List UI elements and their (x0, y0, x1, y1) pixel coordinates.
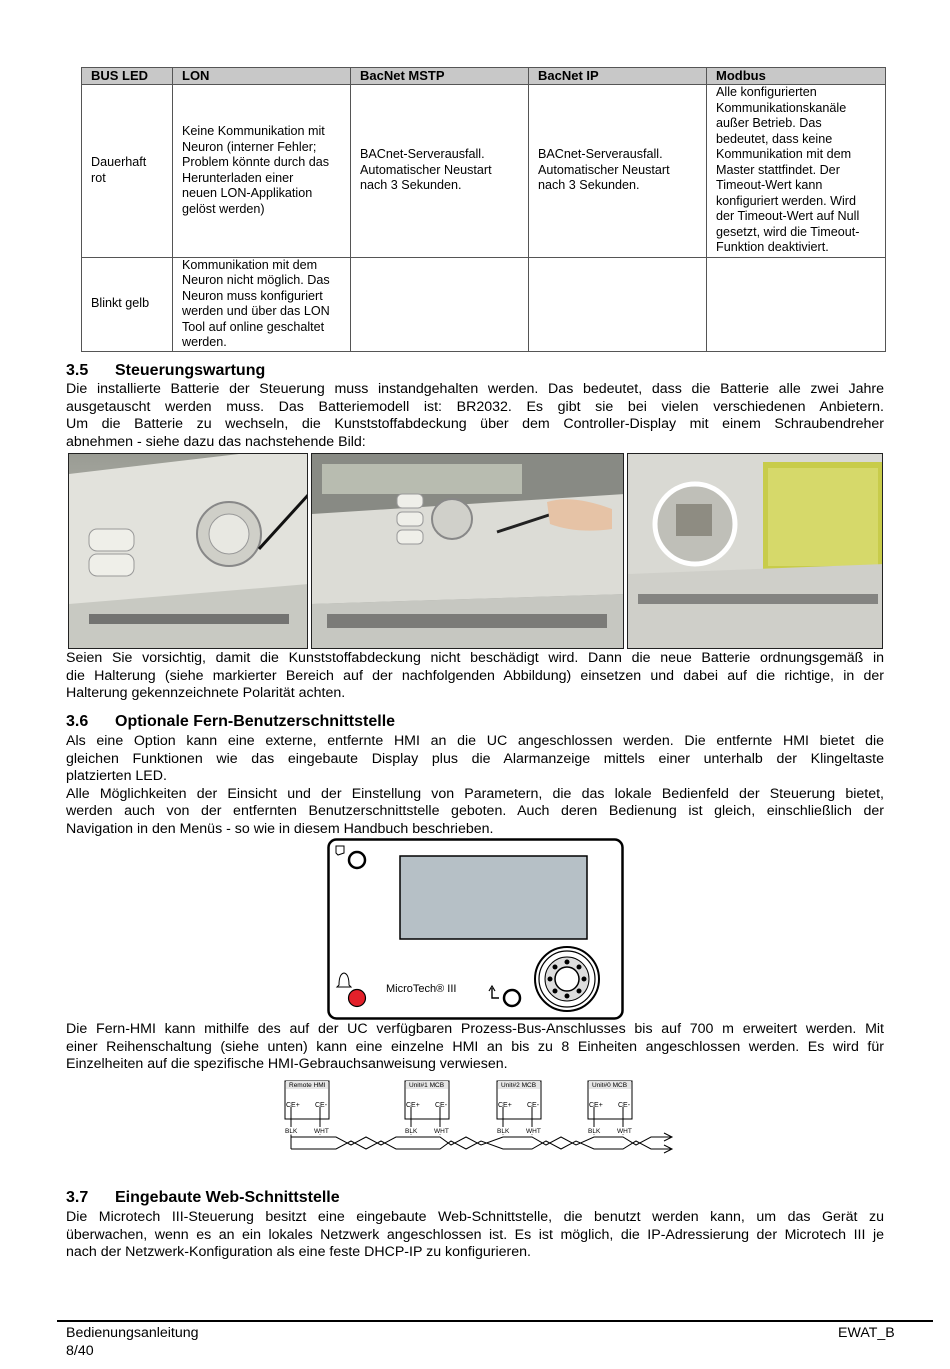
cell-lon (173, 84, 351, 257)
table-row (82, 84, 886, 257)
diagram-box-label: Remote HMI (289, 1082, 326, 1089)
header-modbus: Modbus (707, 68, 886, 85)
cell-led (82, 257, 173, 351)
paragraph-line: Seien Sie vorsichtig, damit die Kunststoffabdeckung nicht beschädigt wird. Dann die neue Batterie ordnungsgemäß in (66, 650, 884, 666)
cell-line: Automatischer Neustart (538, 162, 670, 177)
footer-divider (57, 1320, 933, 1322)
section-number: 3.7 (66, 1189, 89, 1206)
cell-line: Neuron muss konfiguriert (182, 288, 323, 303)
terminal-label: CE+ (286, 1102, 300, 1109)
cell-line: Neuron nicht möglich. Das (182, 273, 330, 287)
cell-line: nach 3 Sekunden. (360, 178, 462, 193)
header-bacnet-mstp: BacNet MSTP (351, 68, 529, 85)
wire-label: WHT (314, 1128, 329, 1135)
diagram-box-label: Unit#1 MCB (409, 1082, 445, 1089)
cell-led (82, 84, 173, 257)
photo-battery-holder (627, 453, 883, 649)
footer-page-number: 8/40 (66, 1343, 94, 1359)
photo-screwdriver-side (311, 453, 624, 649)
paragraph-line: platzierten LED. (66, 768, 167, 785)
cell-line: Kommunikation mit dem (182, 257, 318, 272)
cell-lon (173, 257, 351, 351)
cell-modbus (707, 84, 886, 257)
cell-line: gesetzt, wird die Timeout- (716, 224, 860, 239)
table-header-row (82, 68, 886, 85)
hmi-brand-label: MicroTech® III (386, 983, 457, 995)
cell-line: außer Betrieb. Das (716, 116, 822, 131)
cell-line: Alle konfigurierten (716, 85, 817, 100)
terminal-label: CE+ (406, 1102, 420, 1109)
cell-modbus (707, 257, 886, 351)
cell-line: Kommunikationskanäle (716, 100, 847, 115)
wire-label: BLK (588, 1128, 601, 1135)
wire-label: BLK (497, 1128, 510, 1135)
terminal-label: CE- (618, 1102, 631, 1109)
remote-hmi-figure (327, 838, 625, 1026)
cell-line: Tool auf online geschaltet (182, 319, 325, 334)
terminal-label: CE+ (589, 1102, 603, 1109)
header-lon: LON (173, 68, 351, 85)
bus-led-table (81, 67, 886, 352)
wire-label: WHT (434, 1128, 449, 1135)
paragraph-line: abnehmen - siehe dazu das nachstehende Bild: (66, 433, 366, 450)
cell-mstp (351, 257, 529, 351)
wire-label: WHT (617, 1128, 632, 1135)
alarm-led[interactable] (349, 990, 366, 1007)
paragraph-line: Die Microtech III-Steuerung besitzt eine eingebaute Web-Schnittstelle, die benutzt werden kann, um das Gerät zu (66, 1209, 884, 1225)
terminal-label: CE- (435, 1102, 448, 1109)
cell-line: Problem könnte durch das (182, 155, 330, 169)
cell-line: Kommunikation mit dem (716, 147, 852, 162)
header-bacnet-ip: BacNet IP (529, 68, 707, 85)
cell-line: Neuron (interner Fehler; (182, 139, 317, 154)
cell-line: Automatischer Neustart (360, 162, 492, 177)
paragraph-battery-caution (66, 650, 884, 703)
paragraph-process-bus (66, 1021, 884, 1074)
cell-ip (529, 84, 707, 257)
paragraph-web-interface (66, 1209, 884, 1262)
paragraph-line: gleichen Funktionen wie das eingebaute Display plus die Alarmanzeige mittels einer unterhalb der Klingeltaste (66, 750, 884, 767)
terminal-label: CE- (527, 1102, 540, 1109)
paragraph-battery (66, 381, 884, 451)
menu-button[interactable] (349, 852, 365, 868)
paragraph-line: die Halterung (siehe markierter Bereich auf der nachfolgenden Abbildung) einsetzen und dabei auf die richtige, in der (66, 667, 884, 684)
cell-line: Keine Kommunikation mit (182, 124, 325, 138)
display-screen (400, 856, 587, 939)
cell-line: der Timeout-Wert auf Null (716, 209, 860, 224)
cell-line: Timeout-Wert kann (716, 178, 823, 193)
navigation-wheel[interactable] (535, 947, 599, 1011)
cell-mstp (351, 84, 529, 257)
cell-line: bedeutet, dass keine (716, 131, 833, 146)
cell-line: neuen LON-Applikation (182, 186, 313, 200)
diagram-box-label: Unit#2 MCB (501, 1082, 537, 1089)
paragraph-line: ausgetauscht werden muss. Das Batteriemodell ist: BR2032. Es gibt sie bei vielen verschiedenen Anbietern. (66, 398, 884, 415)
back-button[interactable] (504, 990, 520, 1006)
cell-line: konfiguriert werden. Wird (716, 193, 856, 208)
section-number: 3.5 (66, 362, 89, 379)
paragraph-line: Die installierte Batterie der Steuerung muss instandgehalten werden. Das bedeutet, dass die Batterie alle zwei Jahre (66, 381, 884, 397)
cell-line: BACnet-Serverausfall. (360, 147, 485, 162)
paragraph-line: nach der Netzwerk-Konfiguration als eine feste DHCP-IP zu konfigurieren. (66, 1244, 532, 1261)
cell-line: gelöst werden) (182, 201, 265, 216)
wire-label: BLK (405, 1128, 418, 1135)
section-heading-3-6 (66, 713, 395, 731)
cell-line: Dauerhaft (91, 155, 147, 169)
paragraph-line: einer Reihenschaltung (siehe unten) kann eine einzelne HMI an bis zu 8 Einheiten angeschlossen werden. Es wird für (66, 1038, 884, 1055)
paragraph-line: Um die Batterie zu wechseln, die Kunststoffabdeckung über dem Controller-Display mit einem Schraubendreher (66, 416, 884, 433)
cell-ip (529, 257, 707, 351)
paragraph-line: überwachen, wenn es an ein lokales Netzwerk angeschlossen ist. Es ist möglich, die IP-Adressierung der Microtech III je (66, 1226, 884, 1243)
section-heading-3-5 (66, 362, 265, 380)
cell-line: Funktion deaktiviert. (716, 240, 829, 255)
paragraph-line: Als eine Option kann eine externe, entfernte HMI an die UC angeschlossen werden. Die entfernte HMI bietet die (66, 733, 884, 749)
section-number: 3.6 (66, 713, 89, 730)
photo-screwdriver-front (68, 453, 308, 649)
cell-line: BACnet-Serverausfall. (538, 147, 663, 162)
cell-line: Herunterladen einer (182, 170, 294, 185)
cell-line: werden. (182, 335, 227, 349)
wire-label: WHT (526, 1128, 541, 1135)
cell-line: rot (91, 170, 106, 185)
cell-line: nach 3 Sekunden. (538, 178, 640, 193)
terminal-label: CE+ (498, 1102, 512, 1109)
paragraph-line: Navigation in den Menüs - so wie in diesem Handbuch beschrieben. (66, 820, 494, 837)
section-title: Eingebaute Web-Schnittstelle (115, 1189, 340, 1206)
paragraph-line: Die Fern-HMI kann mithilfe des auf der UC verfügbaren Prozess-Bus-Anschlusses bis auf 700 m erweitert werden. Mit (66, 1021, 884, 1037)
section-heading-3-7 (66, 1189, 340, 1207)
paragraph-line: Einzelheiten auf die spezifische HMI-Gebrauchsanweisung verwiesen. (66, 1056, 508, 1073)
paragraph-line: werden auch von der entfernten Benutzerschnittstelle geboten. Auch deren Bedienung ist gleich, einschließlich der (66, 803, 884, 820)
footer-document-title: Bedienungsanleitung (66, 1325, 199, 1341)
paragraph-line: Halterung gekennzeichnete Polarität achten. (66, 685, 346, 702)
diagram-box-label: Unit#0 MCB (592, 1082, 628, 1089)
header-bus-led: BUS LED (82, 68, 173, 85)
cell-line: Master stattfindet. Der (716, 162, 840, 177)
cell-line: werden und über das LON (182, 304, 330, 318)
section-title: Steuerungswartung (115, 362, 266, 379)
terminal-label: CE- (315, 1102, 328, 1109)
daisy-chain-diagram (276, 1077, 680, 1161)
table-row (82, 257, 886, 351)
section-title: Optionale Fern-Benutzerschnittstelle (115, 713, 396, 730)
wire-label: BLK (285, 1128, 298, 1135)
cell-line: Blinkt gelb (91, 296, 150, 311)
footer-model-code: EWAT_B (838, 1325, 895, 1341)
paragraph-line: Alle Möglichkeiten der Einsicht und der Einstellung von Parametern, die das lokale Bedienfeld der Steuerung bietet, (66, 785, 884, 802)
paragraph-remote-hmi (66, 733, 884, 839)
